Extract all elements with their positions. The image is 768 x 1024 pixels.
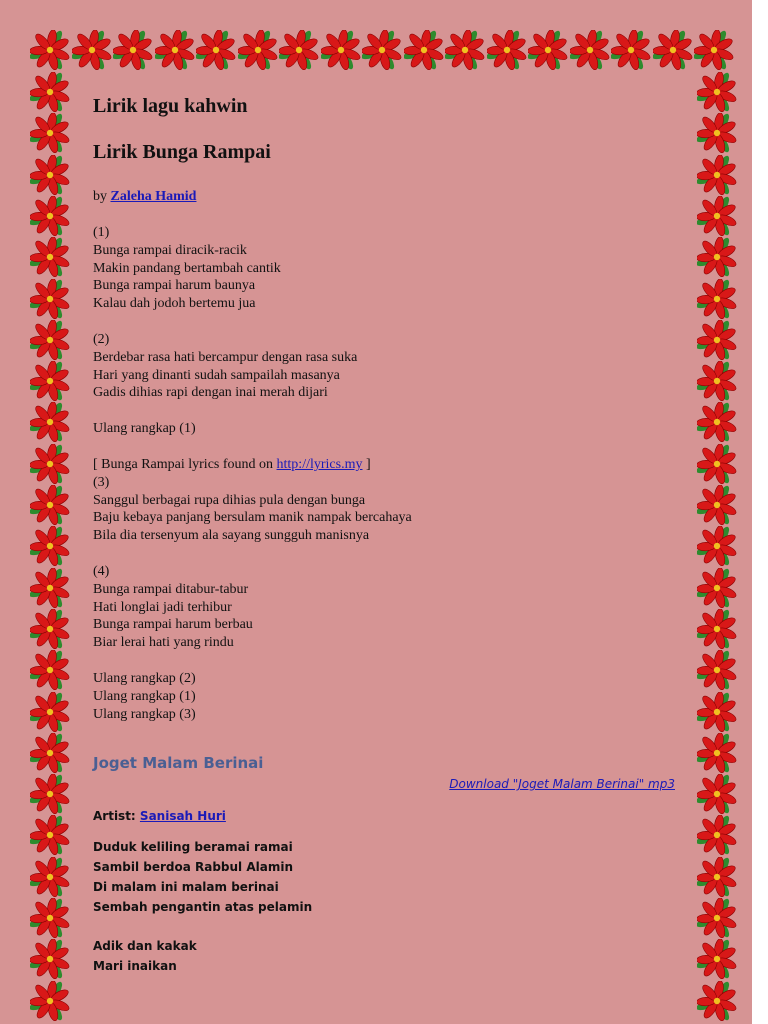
poinsettia-icon (697, 402, 737, 442)
poinsettia-icon (570, 30, 610, 70)
poinsettia-icon (72, 30, 112, 70)
poinsettia-icon (697, 692, 737, 732)
verse-line: Ulang rangkap (3) (93, 706, 196, 722)
verse-line: Berdebar rasa hati bercampur dengan rasa suka (93, 349, 358, 365)
repeat-line (93, 420, 693, 438)
verse-line: Hari yang dinanti sudah sampailah masanya (93, 367, 340, 383)
verse-line: Bila dia tersenyum ala sayang sungguh manisnya (93, 528, 370, 544)
poinsettia-icon (30, 650, 70, 690)
poinsettia-icon (697, 279, 737, 319)
verse-line: Kalau dah jodoh bertemu jua (93, 296, 256, 312)
poinsettia-icon (30, 155, 70, 195)
poinsettia-icon (30, 30, 70, 70)
poinsettia-icon (694, 30, 734, 70)
artist-line (93, 809, 693, 823)
artist-label: Artist: (93, 809, 140, 824)
poinsettia-icon (155, 30, 195, 70)
author-link[interactable]: Zaleha Hamid (110, 189, 197, 204)
poinsettia-icon (697, 815, 737, 855)
poinsettia-icon (238, 30, 278, 70)
verse-line: Hati longlai jadi terhibur (93, 599, 232, 615)
poinsettia-icon (487, 30, 527, 70)
poinsettia-icon (30, 857, 70, 897)
verse-line: Ulang rangkap (1) (93, 688, 196, 704)
poinsettia-icon (30, 72, 70, 112)
verse-line: Bunga rampai ditabur-tabur (93, 581, 249, 597)
by-prefix: by (93, 189, 111, 204)
poinsettia-icon (528, 30, 568, 70)
lyrics-content (93, 94, 693, 976)
poinsettia-icon (697, 609, 737, 649)
verse-line: Makin pandang bertambah cantik (93, 260, 281, 276)
poinsettia-icon (697, 155, 737, 195)
verse-line: Adik dan kakak (93, 939, 197, 954)
song2-title: Joget Malam Berinai (93, 754, 264, 773)
poinsettia-icon (697, 444, 737, 484)
lyrics-source-link[interactable]: http://lyrics.my (276, 456, 363, 472)
verse-line: Sanggul berbagai rupa dihias pula dengan bunga (93, 492, 366, 508)
poinsettia-icon (697, 650, 737, 690)
verse-line: Di malam ini malam berinai (93, 880, 279, 895)
poinsettia-icon (697, 939, 737, 979)
poinsettia-icon (697, 320, 737, 360)
song2-verse-1 (93, 837, 693, 917)
poinsettia-icon (404, 30, 444, 70)
verse-line: Ulang rangkap (1) (93, 421, 196, 437)
verse-1 (93, 224, 693, 313)
poinsettia-icon (113, 30, 153, 70)
verse-line: Biar lerai hati yang rindu (93, 635, 234, 651)
poinsettia-icon (653, 30, 693, 70)
verse-line: Bunga rampai diracik-racik (93, 242, 247, 258)
poinsettia-icon (196, 30, 236, 70)
source-prefix: [ Bunga Rampai lyrics found on (93, 456, 277, 472)
verse-4 (93, 563, 693, 652)
poinsettia-icon (30, 815, 70, 855)
verse-line: Sembah pengantin atas pelamin (93, 900, 313, 915)
verse-line: (2) (93, 331, 110, 347)
song2-verse-2 (93, 936, 693, 976)
poinsettia-icon (279, 30, 319, 70)
verse-line: Mari inaikan (93, 959, 177, 974)
poinsettia-icon (697, 857, 737, 897)
poinsettia-icon (30, 733, 70, 773)
lyrics-source-line (93, 456, 693, 474)
poinsettia-icon (30, 113, 70, 153)
byline (93, 188, 693, 206)
verse-line: (3) (93, 474, 110, 490)
poinsettia-icon (30, 898, 70, 938)
poinsettia-icon (30, 774, 70, 814)
poinsettia-icon (697, 568, 737, 608)
poinsettia-icon (697, 733, 737, 773)
poinsettia-icon (321, 30, 361, 70)
poinsettia-icon (697, 774, 737, 814)
verse-line: Sambil berdoa Rabbul Alamin (93, 860, 294, 875)
poinsettia-icon (30, 444, 70, 484)
verse-line: (1) (93, 225, 110, 240)
verse-line: Bunga rampai harum berbau (93, 617, 253, 633)
verse-line: (4) (93, 563, 110, 579)
poinsettia-icon (697, 981, 737, 1021)
poinsettia-icon (30, 361, 70, 401)
verse-line: Bunga rampai harum baunya (93, 278, 256, 294)
poinsettia-icon (30, 279, 70, 319)
poinsettia-icon (697, 237, 737, 277)
verse-3 (93, 456, 693, 545)
repeat-lines (93, 670, 693, 723)
page-title: Lirik lagu kahwin (93, 95, 248, 117)
verse-line: Baju kebaya panjang bersulam manik nampak bercahaya (93, 510, 412, 526)
artist-link[interactable]: Sanisah Huri (139, 809, 226, 824)
poinsettia-icon (362, 30, 402, 70)
source-suffix: ] (362, 456, 371, 472)
verse-2 (93, 331, 693, 402)
download-mp3-link[interactable]: Download "Joget Malam Berinai" mp3 (449, 777, 675, 792)
poinsettia-icon (30, 939, 70, 979)
poinsettia-icon (30, 196, 70, 236)
poinsettia-icon (30, 981, 70, 1021)
poinsettia-icon (30, 568, 70, 608)
poinsettia-icon (445, 30, 485, 70)
poinsettia-icon (697, 196, 737, 236)
poinsettia-icon (611, 30, 651, 70)
verse-line: Ulang rangkap (2) (93, 670, 196, 686)
poinsettia-icon (697, 113, 737, 153)
poinsettia-icon (30, 320, 70, 360)
poinsettia-icon (30, 526, 70, 566)
verse-line: Duduk keliling beramai ramai (93, 840, 293, 855)
poinsettia-icon (30, 692, 70, 732)
verse-line: Gadis dihias rapi dengan inai merah dijari (93, 385, 328, 401)
poinsettia-icon (697, 361, 737, 401)
song-title: Lirik Bunga Rampai (93, 141, 271, 163)
poinsettia-icon (30, 609, 70, 649)
poinsettia-icon (697, 72, 737, 112)
poinsettia-icon (30, 402, 70, 442)
poinsettia-icon (697, 898, 737, 938)
poinsettia-icon (30, 485, 70, 525)
poinsettia-icon (30, 237, 70, 277)
poinsettia-icon (697, 526, 737, 566)
poinsettia-icon (697, 485, 737, 525)
